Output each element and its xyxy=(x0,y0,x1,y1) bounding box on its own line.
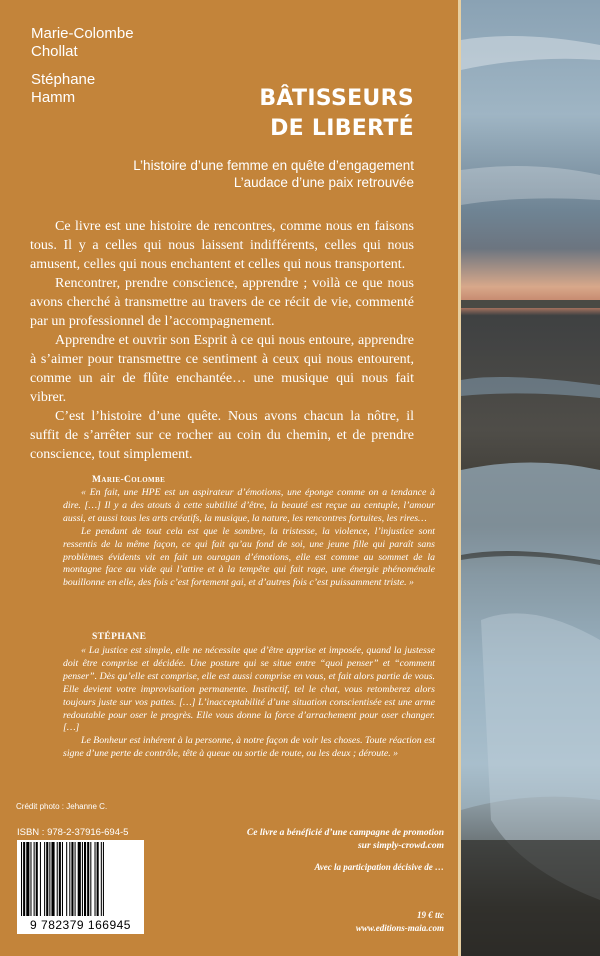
quote-paragraph: Le Bonheur est inhérent à la personne, à notre façon de voir les choses. Toute réaction est signe d’une perte de contrôle, tête à queue ou sortie de route, ou les deux ; déroute. » xyxy=(63,735,435,760)
quote1-author: Marie-Colombe xyxy=(92,475,166,485)
summary-paragraph: Rencontrer, prendre conscience, apprendre ; voilà ce que nous avons cherché à transmettre au travers de ce récit de vie, commenté par un professionnel de l’accompagnement. xyxy=(30,276,414,329)
summary-text xyxy=(30,217,414,464)
summary-paragraph: Apprendre et ouvrir son Esprit à ce qui nous entoure, apprendre à s’aimer pour transmettre ce sentiment à ceux qui nous entourent, comme un air de flûte enchantée… une musique qui nous fait vibrer. xyxy=(30,333,414,405)
barcode-bar xyxy=(46,842,48,916)
publisher-website: www.editions-maia.com xyxy=(355,923,444,933)
book-title-line1: BÂTISSEURS xyxy=(259,86,414,111)
quote2-text xyxy=(63,645,435,761)
barcode-bar xyxy=(90,842,91,916)
quote2-author: STÉPHANE xyxy=(92,632,147,642)
barcode-bar xyxy=(26,842,29,916)
barcode-bar xyxy=(82,842,83,916)
photo-credit: Crédit photo : Jehanne C. xyxy=(16,802,108,811)
barcode-bar xyxy=(84,842,86,916)
barcode-bar xyxy=(103,842,104,916)
participation-note: Avec la participation décisive de … xyxy=(314,862,444,872)
barcode-bar xyxy=(51,842,54,916)
barcode-bar xyxy=(23,842,25,916)
barcode-bar xyxy=(36,842,38,916)
barcode-number: 9 782379 166945 xyxy=(17,918,144,932)
barcode-bar xyxy=(87,842,89,916)
barcode-bar xyxy=(71,842,73,916)
barcode-bar xyxy=(34,842,35,916)
barcode-bar xyxy=(62,842,63,916)
quote-paragraph: « En fait, une HPE est un aspirateur d’émotions, une éponge comme on a tendance à dire. […] Il y a des atouts à cette subtilité d’être, la beauté est reçue au centuple, l’amour aussi, et aussi tous les arts créatifs, la musique, la nature, les rencontres fortuites, les rires… xyxy=(63,487,435,524)
barcode-bar xyxy=(75,842,76,916)
subtitle-line2: L’audace d’une paix retrouvée xyxy=(233,175,414,190)
barcode-bar xyxy=(30,842,31,916)
promo-line2: sur simply-crowd.com xyxy=(357,841,444,851)
quote-paragraph: Le pendant de tout cela est que le sombre, la tristesse, la violence, l’injustice sont ressentis de la même façon, ce qui fait qu’au fond de soi, une jeune fille qui paraît sans problèmes évidents vit en fait un ouragan d’émotions, elle est comme au sommet de la montagne face au vide qui l’attire et à la tempête qui fait rage, une énergie phénoménale bouillonne en elle, des fois c’est fortement gai, et d’autres fois c’est puissamment triste. » xyxy=(63,525,435,589)
barcode-bar xyxy=(59,842,61,916)
isbn: ISBN : 978-2-37916-694-5 xyxy=(17,827,129,838)
author-first-name-1: Marie-Colombe xyxy=(31,25,134,42)
barcode-bar xyxy=(57,842,58,916)
barcode-bars xyxy=(17,840,144,916)
barcode-bar xyxy=(78,842,81,916)
book-title-line2: DE LIBERTÉ xyxy=(270,116,414,141)
price: 19 € ttc xyxy=(417,910,444,920)
author-last-name-1: Chollat xyxy=(31,43,78,60)
barcode-bar xyxy=(66,842,67,916)
barcode-bar xyxy=(69,842,70,916)
summary-paragraph: Ce livre est une histoire de rencontres, comme nous en faisons tous. Il y a celles qui nous laissent indifférents, celles qui nous amusent, celles qui nous enchantent et celles qui nous transportent. xyxy=(30,219,414,272)
barcode-bar xyxy=(101,842,102,916)
quote-paragraph: « La justice est simple, elle ne nécessite que d’être apprise et imposée, quand la justesse doit être comprise et décidée. Une posture qui se situe entre “quoi penser” et “comment penser”. Dès qu’elle est comprise, elle est aussi comprise en vous, et fait alors partie de vous. Elle devient votre improvisation permanente. Instinctif, tel le chat, vous retomberez alors toujours juste sur vos pattes. […] L’inacceptabilité d’une situation conscientisée est une arme redoutable pour oser le progrès. Elle vous donne la force d’arrachement pour oser changer. […] xyxy=(63,645,435,734)
quote1-text xyxy=(63,487,435,590)
author-first-name-2: Stéphane xyxy=(31,71,96,88)
summary-paragraph: C’est l’histoire d’une quête. Nous avons chacun la nôtre, il suffit de s’arrêter sur ce rocher au coin du chemin, et de prendre conscience, tout simplement. xyxy=(30,409,414,462)
author-last-name-2: Hamm xyxy=(31,89,76,106)
subtitle-line1: L’histoire d’une femme en quête d’engagement xyxy=(133,158,414,173)
barcode-bar xyxy=(21,842,22,916)
barcode-bar xyxy=(97,842,99,916)
barcode-bar xyxy=(44,842,45,916)
seascape-image xyxy=(461,0,600,956)
barcode-bar xyxy=(40,842,41,916)
barcode-bar xyxy=(49,842,50,916)
cover-photo xyxy=(461,0,600,956)
barcode-bar xyxy=(95,842,96,916)
promo-line1: Ce livre a bénéficié d’une campagne de promotion xyxy=(246,828,444,838)
